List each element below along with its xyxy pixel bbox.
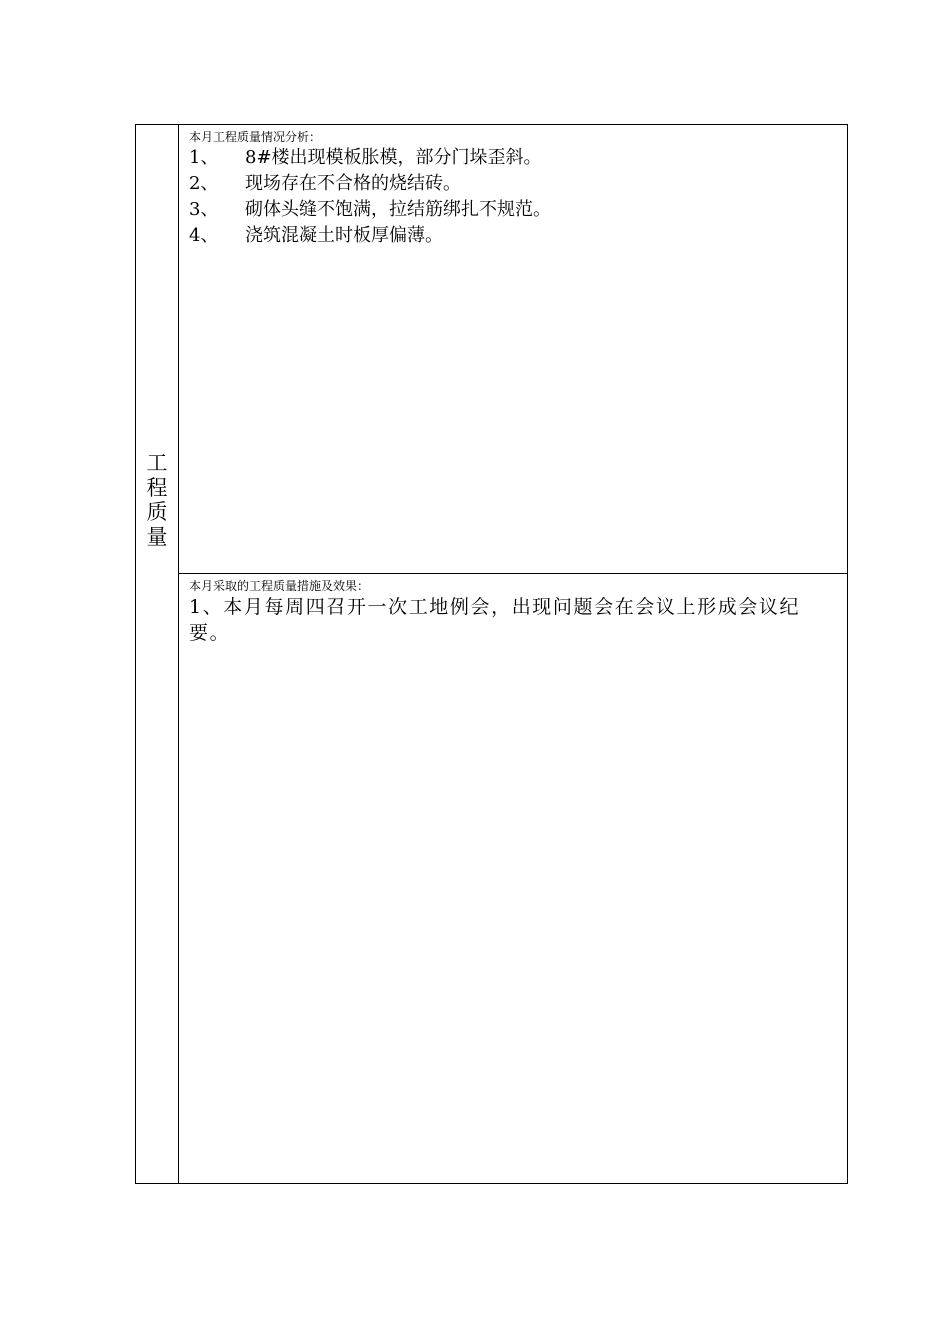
side-label-char: 工	[146, 451, 168, 475]
item-text: 浇筑混凝土时板厚偏薄。	[245, 225, 443, 246]
quality-issue-item	[189, 223, 839, 249]
side-label-char: 量	[146, 524, 168, 549]
side-label-char: 质	[146, 500, 168, 524]
quality-measures-text: 1、本月每周四召开一次工地例会，出现问题会在会议上形成会议纪要。	[189, 596, 801, 644]
quality-issue-item	[189, 145, 839, 171]
side-label-engineering-quality	[136, 451, 178, 549]
side-label-cell	[136, 125, 179, 1183]
quality-issue-list	[189, 145, 839, 249]
item-text: 砌体头缝不饱满，拉结筋绑扎不规范。	[245, 199, 551, 220]
quality-report-table	[135, 124, 848, 1184]
quality-analysis-heading: 本月工程质量情况分析：	[189, 130, 322, 144]
quality-issue-item	[189, 197, 839, 223]
item-number: 3、	[189, 199, 219, 220]
item-number: 2、	[189, 173, 219, 194]
item-text: 现场存在不合格的烧结砖。	[245, 173, 461, 194]
item-text: 8#楼出现模板胀模，部分门垛歪斜。	[245, 147, 542, 168]
quality-measures-section	[179, 574, 847, 1183]
item-number: 4、	[189, 225, 219, 246]
quality-issue-item	[189, 171, 839, 197]
side-label-char: 程	[146, 475, 168, 500]
quality-measures-heading: 本月采取的工程质量措施及效果：	[189, 579, 370, 593]
quality-analysis-section	[179, 125, 847, 574]
item-number: 1、	[189, 147, 219, 168]
